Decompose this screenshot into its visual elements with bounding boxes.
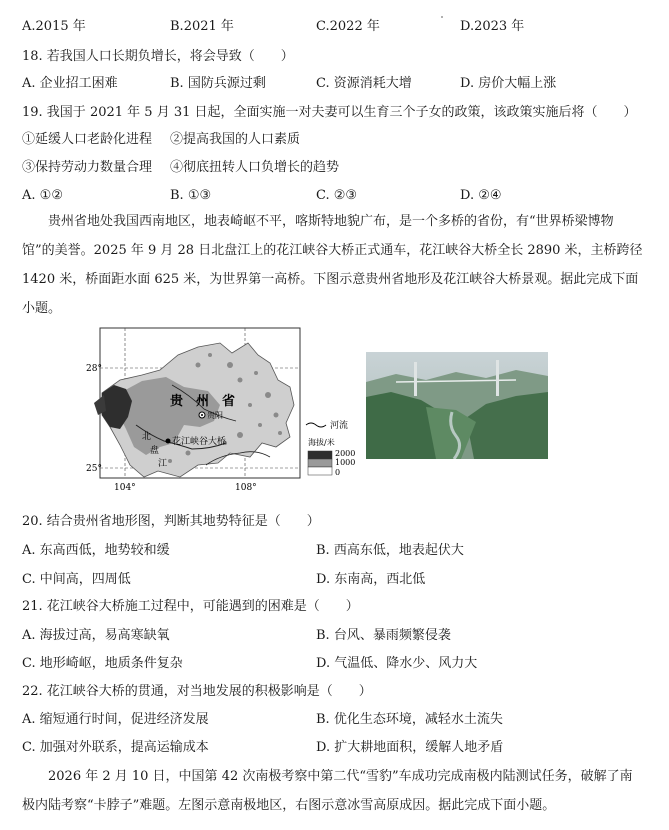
passage1-line-1: 贵州省地处我国西南地区，地表崎岖不平，喀斯特地貌广布，是一个多桥的省份，有“世界桥梁博物 xyxy=(48,214,614,229)
q21-option-a: A. 海拔过高，易高寒缺氧 xyxy=(22,628,170,643)
q21-option-b: B. 台风、暴雨频繁侵袭 xyxy=(316,628,451,643)
legend-swatch-low xyxy=(308,467,332,475)
q19-item-1: ①延缓人口老龄化进程 xyxy=(22,132,153,147)
q21-stem: 21. 花江峡谷大桥施工过程中，可能遇到的困难是（ ） xyxy=(22,599,359,614)
q20-option-b: B. 西高东低，地表起伏大 xyxy=(316,543,464,558)
legend-value-1000: 1000 xyxy=(335,458,356,467)
bridge-landscape-photo xyxy=(366,352,548,459)
q19-stem: 19. 我国于 2021 年 5 月 31 日起，全面实施一对夫妻可以生育三个子女的政策，该政策实施后将（ ） xyxy=(22,105,637,120)
river-char-3: 江 xyxy=(158,459,168,469)
q17-option-c: C.2022 年 xyxy=(316,19,380,34)
passage1-line-3: 1420 米，桥面距水面 625 米，为世界第一高桥。下图示意贵州省地形及花江峡谷大桥景观。据此完成下面 xyxy=(22,272,639,287)
legend-river-symbol xyxy=(306,423,326,427)
q22-option-d: D. 扩大耕地面积，缓解人地矛盾 xyxy=(316,740,504,755)
q22-option-a: A. 缩短通行时间，促进经济发展 xyxy=(22,712,209,727)
legend-title: 海拔/米 xyxy=(308,438,335,447)
map-svg xyxy=(80,325,370,493)
legend-river-label: 河流 xyxy=(330,421,349,431)
q19-item-3: ③保持劳动力数量合理 xyxy=(22,160,153,175)
lat-label-28: 28° xyxy=(86,364,102,374)
q18-option-a: A. 企业招工困难 xyxy=(22,76,118,91)
q19-option-c: C. ②③ xyxy=(316,188,358,203)
city-label: 贵阳 xyxy=(207,411,223,420)
q18-stem: 18. 若我国人口长期负增长，将会导致（ ） xyxy=(22,49,294,64)
river-char-2: 盘 xyxy=(150,446,160,456)
q19-option-a: A. ①② xyxy=(22,188,63,203)
bridge-marker xyxy=(166,439,171,444)
legend-swatch-high xyxy=(308,451,332,459)
passage1-line-2: 馆”的美誉。2025 年 9 月 28 日北盘江上的花江峡谷大桥正式通车，花江峡谷大桥全长 2890 米，主桥跨径 xyxy=(22,243,643,258)
province-label: 贵 州 省 xyxy=(170,394,236,409)
legend-value-0: 0 xyxy=(335,468,341,477)
q17-option-a: A.2015 年 xyxy=(22,19,86,34)
passage2-line-1: 2026 年 2 月 10 日，中国第 42 次南极考察中第二代“雪豹”车成功完成南极内陆测试任务，破解了南 xyxy=(48,769,633,784)
q20-option-d: D. 东南高，西北低 xyxy=(316,572,426,587)
q20-option-c: C. 中间高，四周低 xyxy=(22,572,131,587)
legend-value-2000: 2000 xyxy=(335,449,356,458)
q18-option-c: C. 资源消耗大增 xyxy=(316,76,412,91)
q21-option-d: D. 气温低、降水少、风力大 xyxy=(316,656,478,671)
stray-mark xyxy=(441,16,443,18)
q19-option-b: B. ①③ xyxy=(170,188,212,203)
q19-item-2: ②提高我国的人口素质 xyxy=(170,132,301,147)
q22-stem: 22. 花江峡谷大桥的贯通，对当地发展的积极影响是（ ） xyxy=(22,684,372,699)
q17-option-d: D.2023 年 xyxy=(460,19,525,34)
q21-option-c: C. 地形崎岖，地质条件复杂 xyxy=(22,656,183,671)
q19-option-d: D. ②④ xyxy=(460,188,502,203)
passage2-line-2: 极内陆考察“卡脖子”难题。左图示意南极地区，右图示意冰雪高原成因。据此完成下面小题。 xyxy=(22,798,556,813)
lon-label-104: 104° xyxy=(114,483,136,493)
q18-option-d: D. 房价大幅上涨 xyxy=(460,76,557,91)
passage1-line-4: 小题。 xyxy=(22,301,62,316)
q20-stem: 20. 结合贵州省地形图，判断其地势特征是（ ） xyxy=(22,514,320,529)
bridge-label: 花江峡谷大桥 xyxy=(172,437,227,447)
q18-option-b: B. 国防兵源过剩 xyxy=(170,76,266,91)
q17-option-b: B.2021 年 xyxy=(170,19,234,34)
q19-item-4: ④彻底扭转人口负增长的趋势 xyxy=(170,160,340,175)
q22-option-b: B. 优化生态环境，减轻水土流失 xyxy=(316,712,503,727)
q22-option-c: C. 加强对外联系，提高运输成本 xyxy=(22,740,209,755)
lon-label-108: 108° xyxy=(235,483,257,493)
legend-swatch-mid xyxy=(308,459,332,467)
river-char-1: 北 xyxy=(142,432,152,442)
lat-label-25: 25° xyxy=(86,464,102,474)
q20-option-a: A. 东高西低，地势较和缓 xyxy=(22,543,170,558)
